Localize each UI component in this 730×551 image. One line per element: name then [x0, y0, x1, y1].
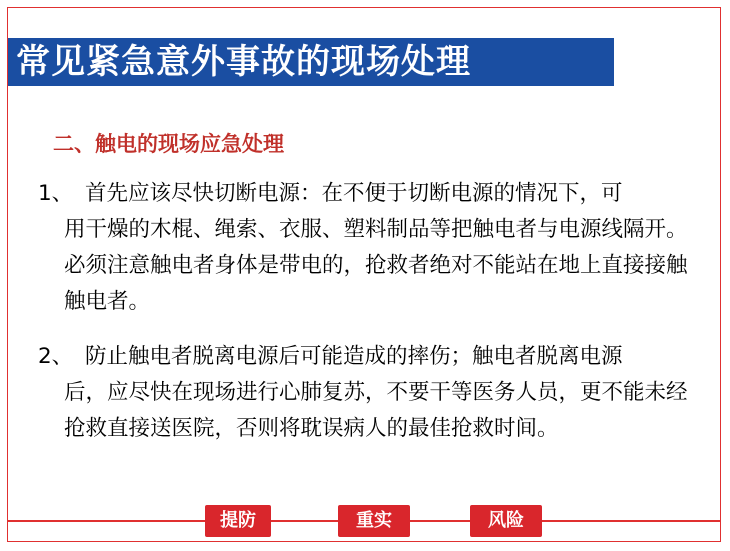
list-item-rest: 用干燥的木棍、绳索、衣服、塑料制品等把触电者与电源线隔开。必须注意触电者身体是带电的，抢救者绝对不能站在地上直接接触触电者。 [64, 217, 688, 314]
page-title: 常见紧急意外事故的现场处理 [16, 42, 471, 82]
footer-tag-fengxian: 风险 [470, 505, 542, 537]
list-item-number: 2、 [38, 344, 74, 369]
list-item-number: 1、 [38, 181, 74, 206]
list-item-body [64, 339, 698, 447]
list-item-first-line: 防止触电者脱离电源后可能造成的摔伤；触电者脱离电源 [85, 344, 623, 369]
footer-tag-tifang: 提防 [205, 505, 271, 537]
list-item-rest: 后，应尽快在现场进行心肺复苏，不要干等医务人员，更不能未经抢救直接送医院，否则将耽误病人的最佳抢救时间。 [64, 380, 688, 441]
section-subtitle: 二、触电的现场应急处理 [53, 132, 284, 156]
list-item-body [64, 176, 698, 320]
list-item-first-line: 首先应该尽快切断电源：在不便于切断电源的情况下，可 [85, 181, 623, 206]
list-item-2 [38, 339, 698, 447]
list-item-1 [38, 176, 698, 320]
footer-tag-zhongshi: 重实 [338, 505, 410, 537]
